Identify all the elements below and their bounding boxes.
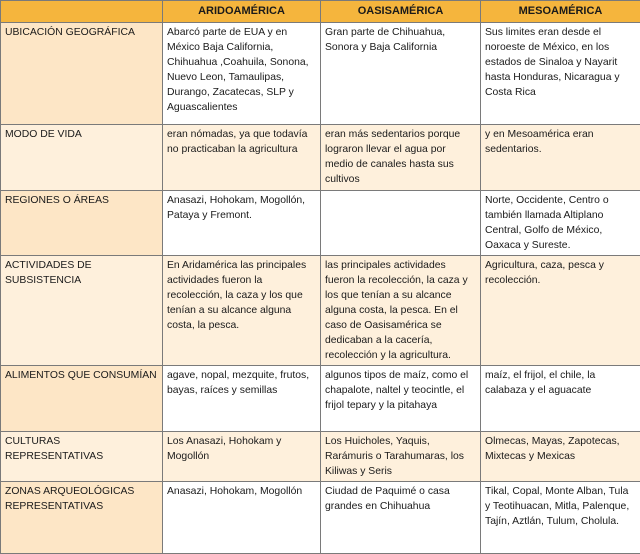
- table-cell: Los Anasazi, Hohokam y Mogollón: [163, 432, 321, 482]
- header-corner: [1, 1, 163, 23]
- table-cell: [321, 191, 481, 256]
- table-row: [1, 366, 640, 432]
- table-cell: Norte, Occidente, Centro o también llamada Altiplano Central, Golfo de México, Oaxaca y Sureste.: [481, 191, 640, 256]
- table-cell: agave, nopal, mezquite, frutos, bayas, raíces y semillas: [163, 366, 321, 432]
- row-label: CULTURAS REPRESENTATIVAS: [1, 432, 163, 482]
- table-row: [1, 432, 640, 482]
- table-cell: eran nómadas, ya que todavía no practicaban la agricultura: [163, 125, 321, 191]
- row-label: REGIONES O ÁREAS: [1, 191, 163, 256]
- table-cell: las principales actividades fueron la recolección, la caza y los que tenían a su alcance alguna costa, la pesca. En el caso de Oasisamérica se dedicaban a la cacería, recolección y la agricultura.: [321, 256, 481, 366]
- table-row: [1, 125, 640, 191]
- table-row: [1, 256, 640, 366]
- header-row: [1, 1, 640, 23]
- table-cell: Agricultura, caza, pesca y recolección.: [481, 256, 640, 366]
- table-cell: eran más sedentarios porque lograron llevar el agua por medio de canales hasta sus cultivos: [321, 125, 481, 191]
- table-cell: Anasazi, Hohokam, Mogollón, Pataya y Fremont.: [163, 191, 321, 256]
- table-cell: Anasazi, Hohokam, Mogollón: [163, 482, 321, 554]
- row-label: UBICACIÓN GEOGRÁFICA: [1, 23, 163, 125]
- row-label: ACTIVIDADES DE SUBSISTENCIA: [1, 256, 163, 366]
- table-cell: Abarcó parte de EUA y en México Baja California, Chihuahua ,Coahuila, Sonona, Nuevo Leon, Tamaulipas, Durango, Zacatecas, SLP y Aguascalientes: [163, 23, 321, 125]
- table-row: [1, 482, 640, 554]
- header-mesoamerica: MESOAMÉRICA: [481, 1, 640, 23]
- header-oasisamerica: OASISAMÉRICA: [321, 1, 481, 23]
- header-aridoamerica: ARIDOAMÉRICA: [163, 1, 321, 23]
- table-row: [1, 191, 640, 256]
- table-cell: Los Huicholes, Yaquis, Rarámuris o Tarahumaras, los Kiliwas y Seris: [321, 432, 481, 482]
- table-cell: maíz, el frijol, el chile, la calabaza y el aguacate: [481, 366, 640, 432]
- table-cell: Ciudad de Paquimé o casa grandes en Chihuahua: [321, 482, 481, 554]
- table-cell: Tikal, Copal, Monte Alban, Tula y Teotihuacan, Mitla, Palenque, Tajín, Aztlán, Tulum, Cholula.: [481, 482, 640, 554]
- row-label: ALIMENTOS QUE CONSUMÍAN: [1, 366, 163, 432]
- row-label: ZONAS ARQUEOLÓGICAS REPRESENTATIVAS: [1, 482, 163, 554]
- table-cell: algunos tipos de maíz, como el chapalote, naltel y teocintle, el frijol tepary y la pitahaya: [321, 366, 481, 432]
- table-cell: Gran parte de Chihuahua, Sonora y Baja California: [321, 23, 481, 125]
- table-cell: Olmecas, Mayas, Zapotecas, Mixtecas y Mexicas: [481, 432, 640, 482]
- row-label: MODO DE VIDA: [1, 125, 163, 191]
- table-row: [1, 23, 640, 125]
- table-cell: Sus limites eran desde el noroeste de México, en los estados de Sinaloa y Nayarit hasta Honduras, Nicaragua y Costa Rica: [481, 23, 640, 125]
- table-cell: En Aridamérica las principales actividades fueron la recolección, la caza y los que tenían a su alcance alguna costa, la pesca.: [163, 256, 321, 366]
- table-cell: y en Mesoamérica eran sedentarios.: [481, 125, 640, 191]
